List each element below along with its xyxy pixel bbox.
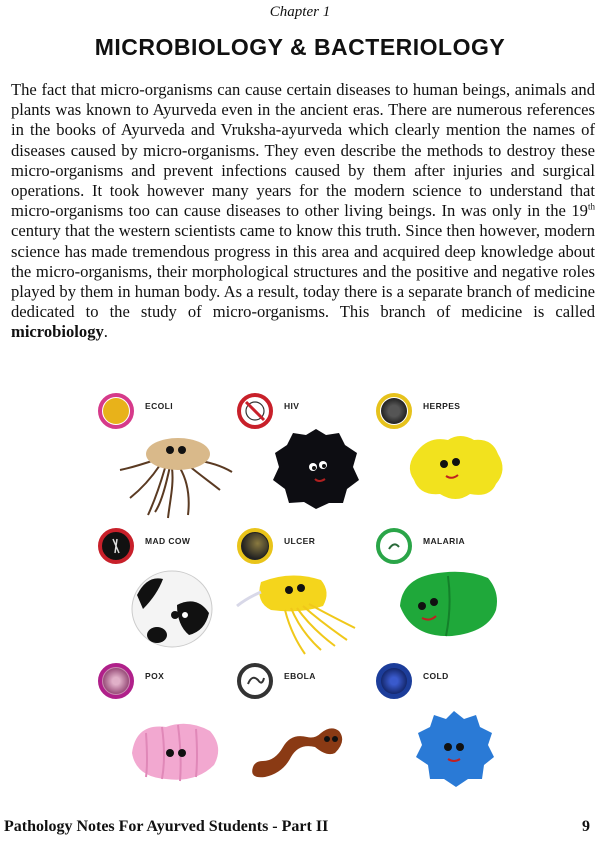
hiv-badge-icon (237, 393, 273, 429)
ebola-plush-image (243, 717, 363, 787)
microbe-cell-ulcer (231, 520, 369, 655)
label-ulcer: ULCER (284, 536, 316, 546)
paragraph-text-1: The fact that micro-organisms can cause certain diseases to human beings, animals and plants was known to Ayurveda even in the ancient eras. There are numerous references in the books of Ayurveda and Vruksha-ayurveda which clearly mention the names of diseases caused by micro-organisms. They even describe the methods to destroy these micro-organisms and prevent infections caused by them after injuries and surgical operations. It took however many years for the modern science to understand that micro-organisms too can cause diseases to other living beings. In was only in the 19 (11, 80, 595, 221)
herpes-badge-icon (376, 393, 412, 429)
microbe-cell-ebola (231, 655, 369, 790)
label-madcow: MAD COW (145, 536, 191, 546)
ebola-badge-icon (237, 663, 273, 699)
label-pox: POX (145, 671, 165, 681)
microbe-cell-madcow (92, 520, 230, 655)
label-hiv: HIV (284, 401, 300, 411)
madcow-plush-image (127, 565, 217, 650)
cold-plush-image (412, 707, 497, 789)
label-ebola: EBOLA (284, 671, 316, 681)
microbe-cell-pox (92, 655, 230, 790)
chapter-heading: Chapter 1 (269, 4, 331, 20)
page-title: MICROBIOLOGY & BACTERIOLOGY (94, 34, 506, 60)
microbe-cell-ecoli (92, 385, 230, 520)
ulcer-badge-icon (237, 528, 273, 564)
hiv-plush-image (271, 425, 361, 510)
pox-plush-image (126, 713, 226, 788)
malaria-plush-image (392, 562, 504, 644)
label-ecoli: ECOLI (145, 401, 173, 411)
book-title: Pathology Notes For Ayurved Students - Part II (4, 818, 329, 835)
ulcer-plush-image (231, 562, 369, 657)
label-cold: COLD (423, 671, 449, 681)
pox-badge-icon (98, 663, 134, 699)
ecoli-plush-image (110, 420, 240, 520)
page-number: 9 (582, 818, 590, 835)
microbe-cell-hiv (231, 385, 369, 520)
superscript-th: th (587, 201, 595, 212)
madcow-badge-icon (98, 528, 134, 564)
cold-badge-icon (376, 663, 412, 699)
keyword-microbiology: microbiology (11, 322, 104, 342)
microbe-cell-cold (370, 655, 508, 790)
microbe-cell-herpes (370, 385, 508, 520)
page-footer (4, 818, 596, 836)
microbe-cell-malaria (370, 520, 508, 655)
herpes-plush-image (400, 430, 510, 505)
microbe-plush-figure (92, 385, 508, 790)
label-herpes: HERPES (423, 401, 461, 411)
label-malaria: MALARIA (423, 536, 465, 546)
paragraph-end: . (103, 322, 108, 342)
paragraph-text-2: century that the western scientists came to know this truth. Since then however, modern science has made tremendous progress in this area and acquired deep knowledge about the micro-organisms, their morphological structures and the positive and negative roles played by them in human body. As a result, today there is a separate branch of medicine dedicated to the study of micro-organisms. This branch of medicine is called (11, 221, 595, 322)
malaria-badge-icon (376, 528, 412, 564)
intro-paragraph (11, 80, 595, 343)
